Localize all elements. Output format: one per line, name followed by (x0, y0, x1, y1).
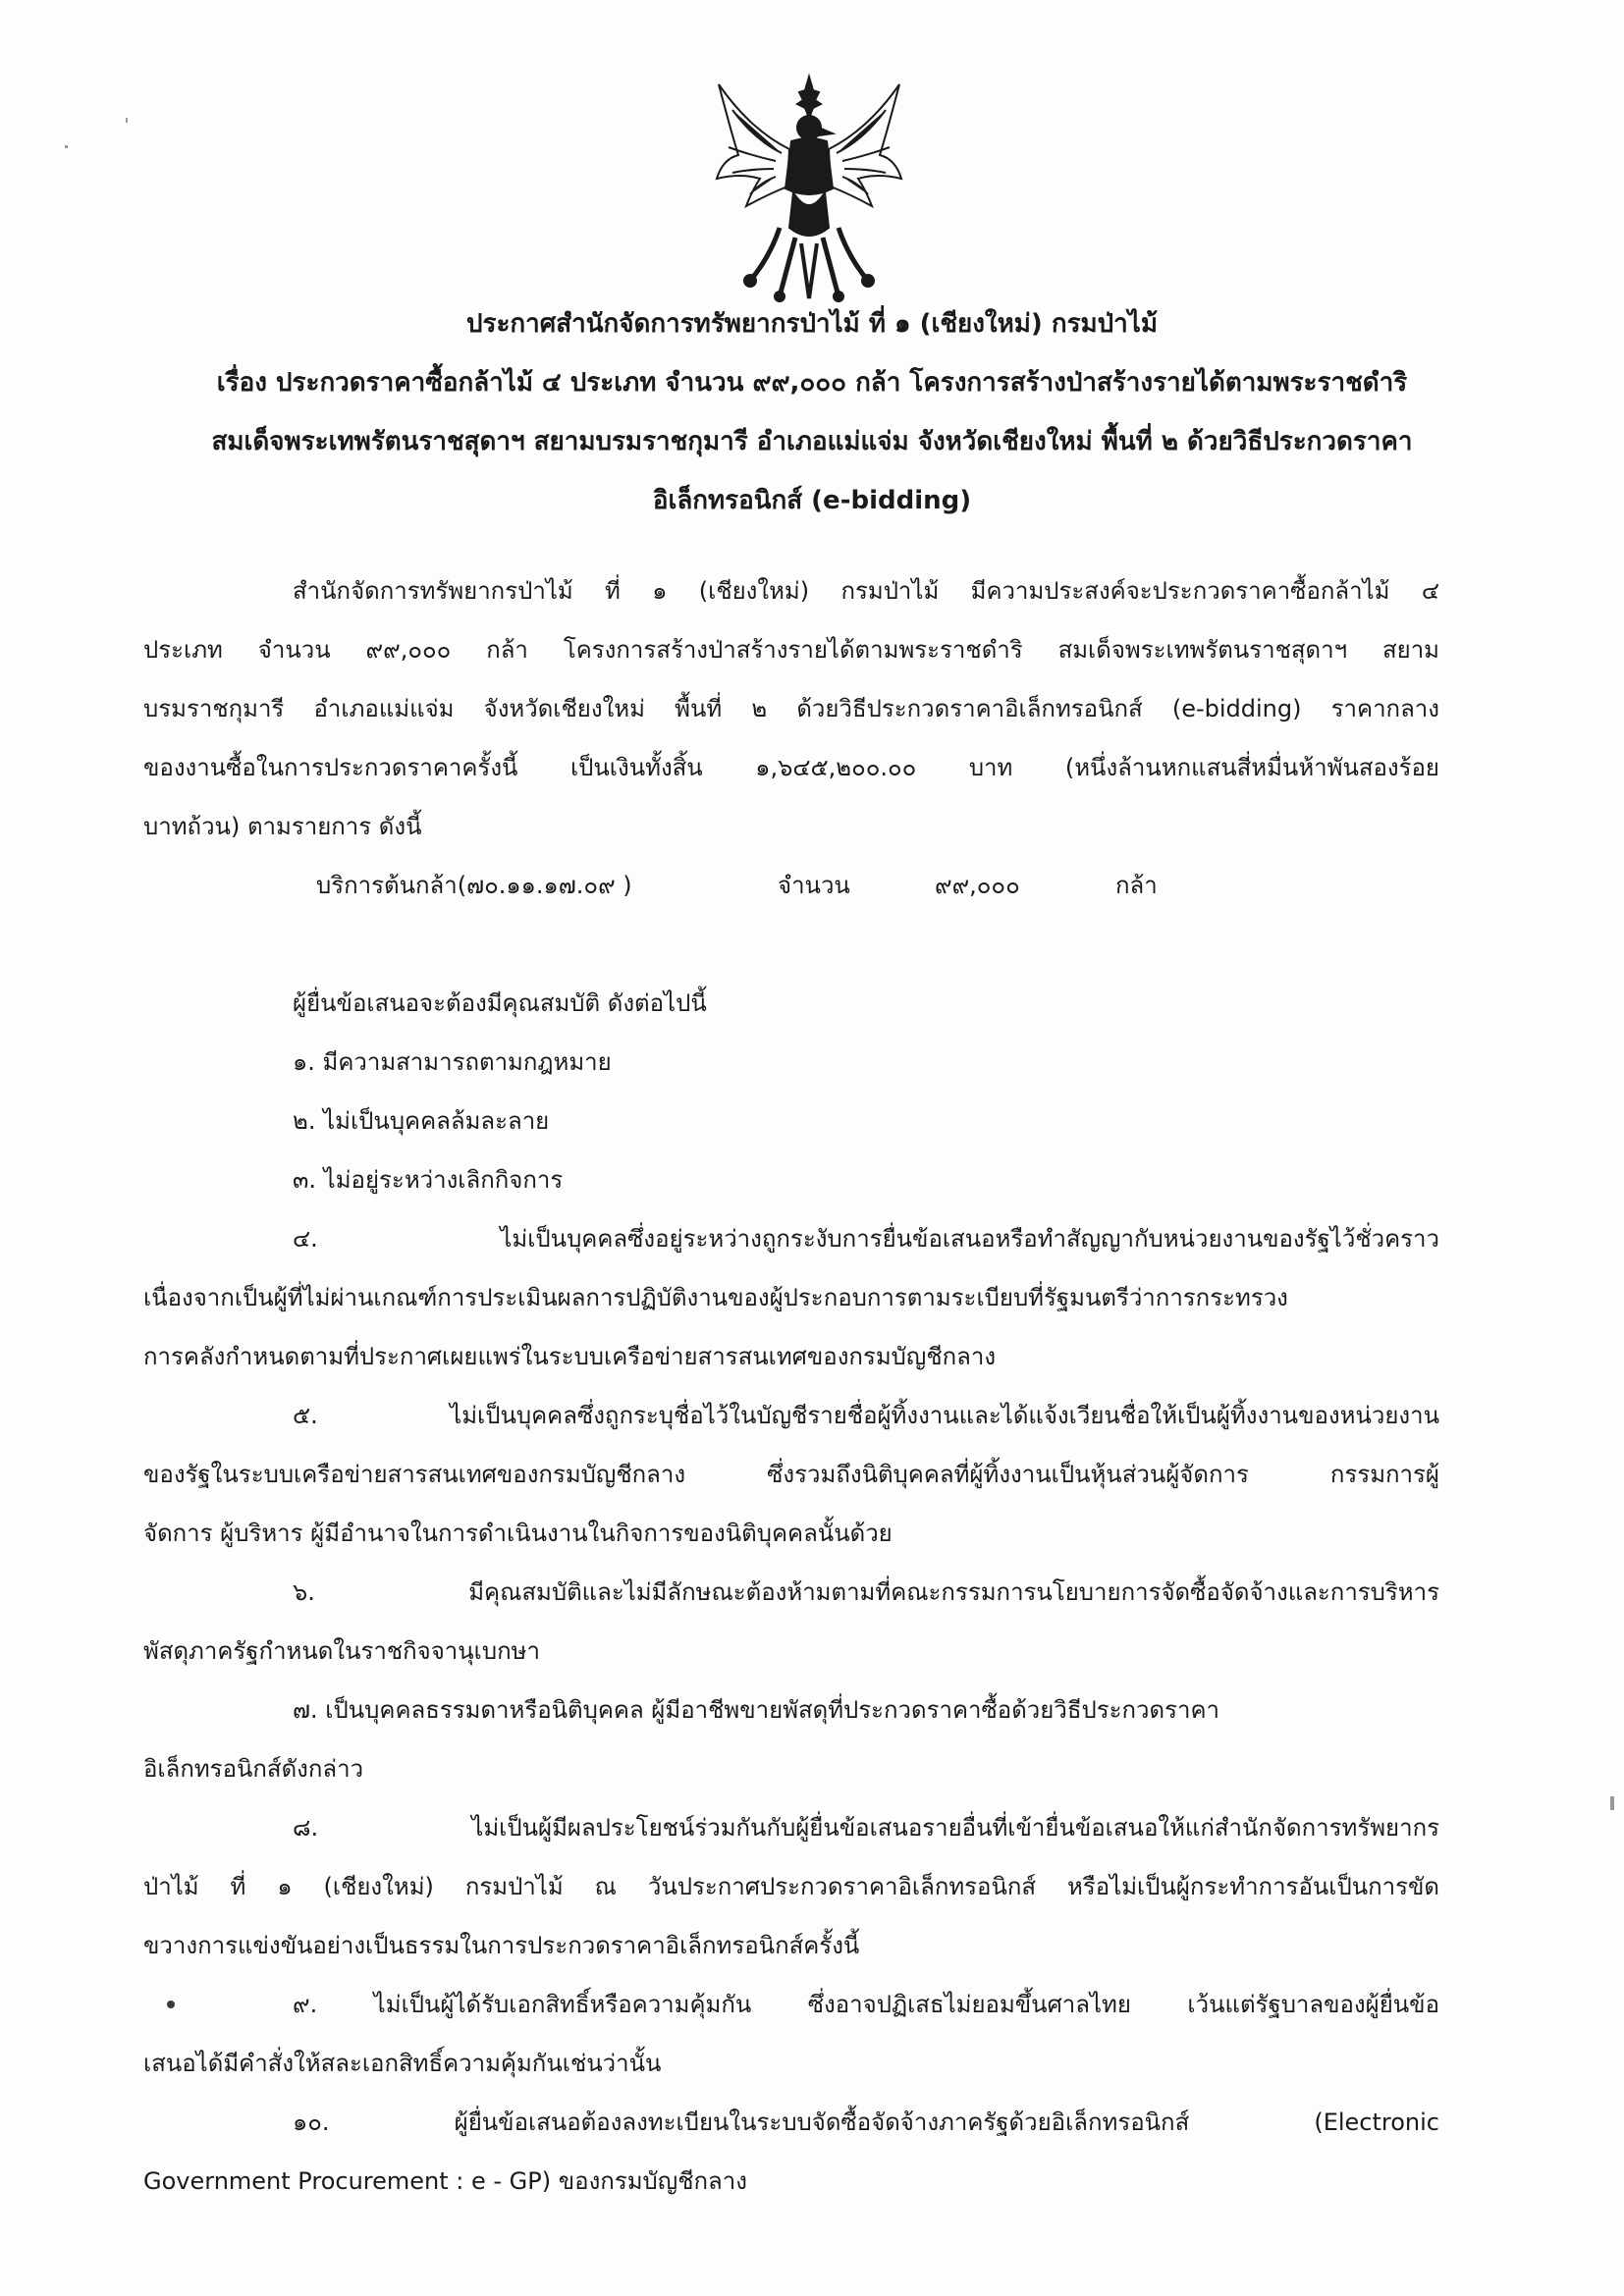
intro-line: บาทถ้วน) ตามรายการ ดังนี้ (143, 813, 422, 840)
header-subject-line-1: เรื่อง ประกวดราคาซื้อกล้าไม้ ๔ ประเภท จำนวน ๙๙,๐๐๐ กล้า โครงการสร้างป่าสร้างรายได้ตามพระราชดำริ (216, 368, 1408, 398)
qualification-line: เนื่องจากเป็นผู้ที่ไม่ผ่านเกณฑ์การประเมินผลการปฏิบัติงานของผู้ประกอบการตามระเบียบที่รัฐมนตรีว่าการกระทรวง (143, 1284, 1288, 1311)
qualification-8 (143, 1798, 1439, 1975)
qualification-item: ๒. ไม่เป็นบุคคลล้มละลาย (293, 1107, 550, 1135)
header-title: ประกาศสำนักจัดการทรัพยากรป่าไม้ ที่ ๑ (เชียงใหม่) กรมป่าไม้ (465, 309, 1158, 339)
qualification-item: ๑. มีความสามารถตามกฎหมาย (293, 1048, 612, 1076)
qualification-line: จัดการ ผู้บริหาร ผู้มีอำนาจในการดำเนินงานในกิจการของนิติบุคคลนั้นด้วย (143, 1520, 893, 1547)
qualification-line: ป่าไม้ ที่ ๑ (เชียงใหม่) กรมป่าไม้ ณ วันประกาศประกวดราคาอิเล็กทรอนิกส์ หรือไม่เป็นผู้กระทำการอันเป็นการขัด (143, 1873, 1439, 1900)
qualification-4 (143, 1209, 1439, 1386)
intro-line: สำนักจัดการทรัพยากรป่าไม้ ที่ ๑ (เชียงใหม่) กรมป่าไม้ มีความประสงค์จะประกวดราคาซื้อกล้าไม้ ๔ (293, 577, 1439, 605)
announcement-body (143, 561, 1439, 2211)
qualification-line: ๑๐. ผู้ยื่นข้อเสนอต้องลงทะเบียนในระบบจัดซื้อจัดจ้างภาครัฐด้วยอิเล็กทรอนิกส์ (Electronic (293, 2109, 1439, 2136)
qualification-item: ๓. ไม่อยู่ระหว่างเลิกกิจการ (293, 1166, 564, 1194)
item-unit: กล้า (1115, 872, 1158, 899)
qualification-line: การคลังกำหนดตามที่ประกาศเผยแพร่ในระบบเครือข่ายสารสนเทศของกรมบัญชีกลาง (143, 1343, 997, 1370)
qualification-line: เสนอได้มีคำสั่งให้สละเอกสิทธิ์ความคุ้มกันเช่นว่านั้น (143, 2050, 662, 2077)
qualifications-lead: ผู้ยื่นข้อเสนอจะต้องมีคุณสมบัติ ดังต่อไปนี้ (293, 989, 707, 1017)
qualification-9 (143, 1975, 1439, 2093)
qualification-7 (143, 1681, 1439, 1798)
scan-speck (1610, 1796, 1614, 1810)
garuda-emblem (711, 71, 907, 302)
scan-speck (65, 145, 68, 148)
scan-dot (167, 2001, 175, 2008)
qualification-line: Government Procurement : e - GP) ของกรมบัญชีกลาง (143, 2167, 747, 2195)
item-name: บริการต้นกล้า(๗๐.๑๑.๑๗.๐๙ ) (316, 872, 632, 899)
qualification-line: ๕. ไม่เป็นบุคคลซึ่งถูกระบุชื่อไว้ในบัญชีรายชื่อผู้ทิ้งงานและได้แจ้งเวียนชื่อให้เป็นผู้ทิ้งงานของหน่วยงาน (293, 1402, 1439, 1429)
intro-line: ของงานซื้อในการประกวดราคาครั้งนี้ เป็นเงินทั้งสิ้น ๑,๖๔๕,๒๐๐.๐๐ บาท (หนึ่งล้านหกแสนสี่หมื่นห้าพันสองร้อย (143, 754, 1439, 781)
item-row (143, 856, 1439, 915)
intro-paragraph (143, 561, 1439, 856)
announcement-header (118, 294, 1506, 530)
header-subject-line-3: อิเล็กทรอนิกส์ (e-bidding) (652, 486, 972, 515)
qualification-5 (143, 1386, 1439, 1563)
qualification-line: ขวางการแข่งขันอย่างเป็นธรรมในการประกวดราคาอิเล็กทรอนิกส์ครั้งนี้ (143, 1932, 860, 1959)
qualification-line: ๘. ไม่เป็นผู้มีผลประโยชน์ร่วมกันกับผู้ยื่นข้อเสนอรายอื่นที่เข้ายื่นข้อเสนอให้แก่สำนักจัดการทรัพยากร (293, 1814, 1439, 1842)
qualification-line: พัสดุภาครัฐกำหนดในราชกิจจานุเบกษา (143, 1637, 540, 1665)
qualification-line: ๔. ไม่เป็นบุคคลซึ่งอยู่ระหว่างถูกระงับการยื่นข้อเสนอหรือทำสัญญากับหน่วยงานของรัฐไว้ชั่วคราว (293, 1225, 1439, 1253)
qualification-line: ๗. เป็นบุคคลธรรมดาหรือนิติบุคคล ผู้มีอาชีพขายพัสดุที่ประกวดราคาซื้อด้วยวิธีประกวดราคา (293, 1696, 1219, 1724)
qualification-line: ๙. ไม่เป็นผู้ได้รับเอกสิทธิ์หรือความคุ้มกัน ซึ่งอาจปฏิเสธไม่ยอมขึ้นศาลไทย เว้นแต่รัฐบาลของผู้ยื่นข้อ (293, 1991, 1439, 2018)
header-subject-line-2: สมเด็จพระเทพรัตนราชสุดาฯ สยามบรมราชกุมารี อำเภอแม่แจ่ม จังหวัดเชียงใหม่ พื้นที่ ๒ ด้วยวิธีประกวดราคา (211, 427, 1413, 456)
qualification-line: ๖. มีคุณสมบัติและไม่มีลักษณะต้องห้ามตามที่คณะกรรมการนโยบายการจัดซื้อจัดจ้างและการบริหาร (293, 1578, 1439, 1606)
qualification-line: ของรัฐในระบบเครือข่ายสารสนเทศของกรมบัญชีกลาง ซึ่งรวมถึงนิติบุคคลที่ผู้ทิ้งงานเป็นหุ้นส่วนผู้จัดการ กรรมการผู้ (143, 1461, 1439, 1488)
qualification-6 (143, 1563, 1439, 1681)
intro-line: บรมราชกุมารี อำเภอแม่แจ่ม จังหวัดเชียงใหม่ พื้นที่ ๒ ด้วยวิธีประกวดราคาอิเล็กทรอนิกส์ (e-bidding) ราคากลาง (143, 695, 1439, 722)
scan-speck (126, 118, 128, 123)
intro-line: ประเภท จำนวน ๙๙,๐๐๐ กล้า โครงการสร้างป่าสร้างรายได้ตามพระราชดำริ สมเด็จพระเทพรัตนราชสุดาฯ สยาม (143, 636, 1439, 664)
qualification-line: อิเล็กทรอนิกส์ดังกล่าว (143, 1755, 364, 1783)
qualification-10 (143, 2093, 1439, 2211)
item-qty: ๙๙,๐๐๐ (935, 872, 1020, 899)
item-qty-label: จำนวน (778, 872, 850, 899)
